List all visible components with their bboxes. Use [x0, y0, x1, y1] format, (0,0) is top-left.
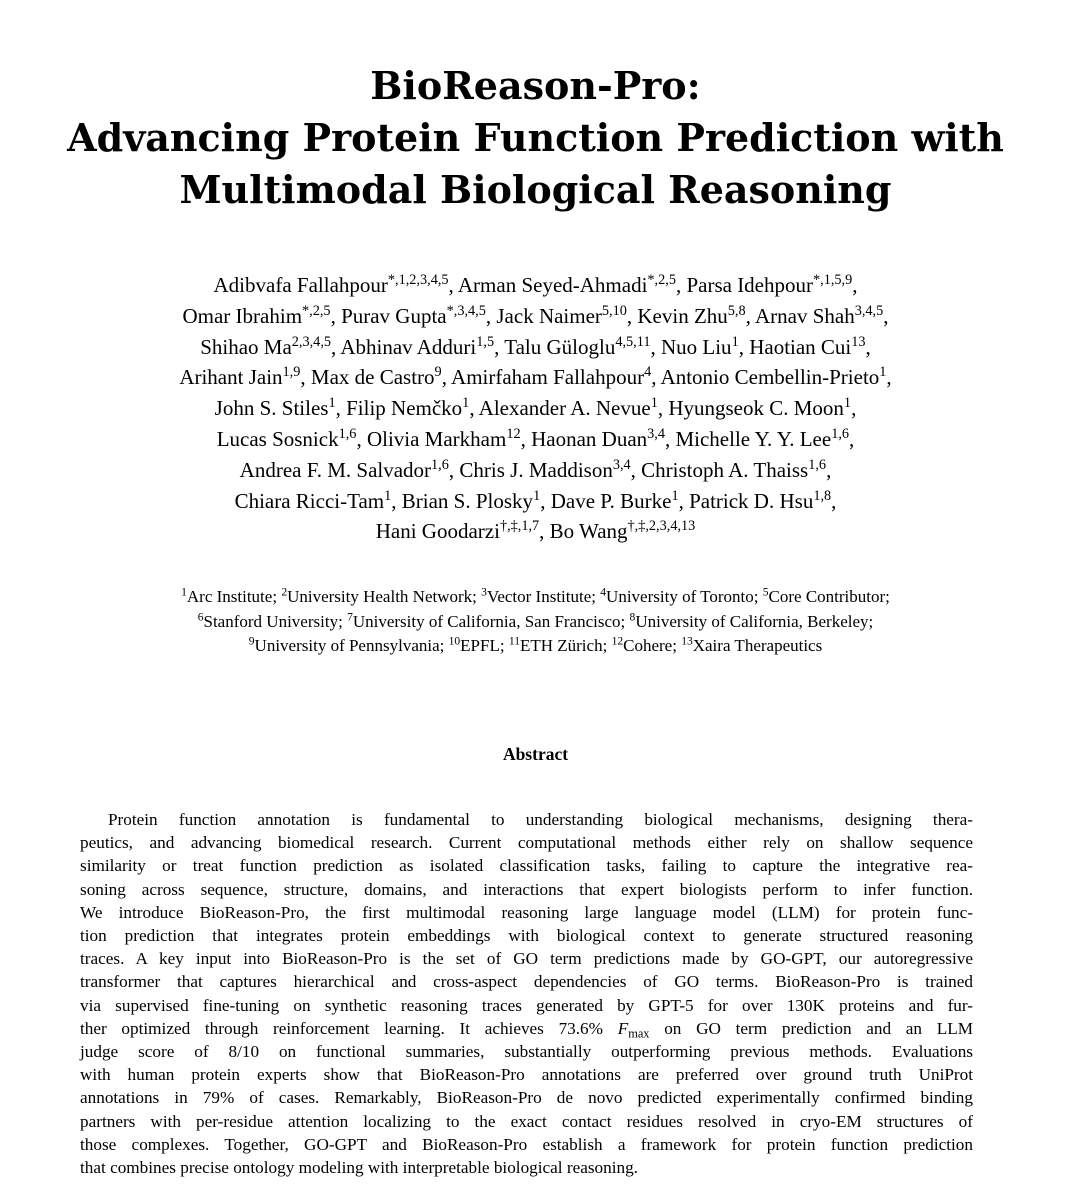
- affiliation-name: University of Toronto: [606, 587, 754, 606]
- author-affiliation-marks: 4,5,11: [615, 333, 651, 350]
- author-affiliation-marks: 1,5: [476, 333, 495, 350]
- abstract-line: Protein function annotation is fundamental to understanding biological mechanisms, designing thera-: [108, 810, 973, 829]
- affiliation-name: Stanford University: [203, 611, 339, 631]
- affiliation-number: 13: [681, 634, 693, 648]
- affiliation-number: 5: [762, 585, 769, 599]
- author-name: Lucas Sosnick: [216, 426, 339, 451]
- author-name: Andrea F. M. Salvador: [239, 457, 432, 482]
- author-name: Nuo Liu: [660, 334, 732, 359]
- author-name: Arihant Jain: [179, 365, 283, 390]
- author-line: Arihant Jain$^{1,9}$, Max de Castro$^9$, Amirfaham Fallahpour$^4$, Antonio Cembellin-Prieto$^1$,: [179, 364, 892, 390]
- author-name: Hyungseok C. Moon: [668, 396, 844, 421]
- author-name: Abhinav Adduri: [340, 334, 477, 359]
- author-name: Olivia Markham: [366, 426, 507, 451]
- author-affiliation-marks: 5,10: [601, 302, 627, 319]
- affiliation-line: $^6$Stanford University; $^7$University of California, San Francisco; $^8$University of California, Berkeley;: [197, 610, 874, 631]
- author-name: Alexander A. Nevue: [478, 396, 651, 421]
- author-name: Christoph A. Thaiss: [641, 457, 809, 482]
- affiliation-number: 10: [448, 634, 461, 648]
- affiliation-name: Arc Institute: [186, 587, 273, 606]
- affiliation-line: $^1$Arc Institute; $^2$University Health Network; $^3$Vector Institute; $^4$University of Toronto; $^5$Core Contributor;: [181, 585, 890, 606]
- author-list: [0, 270, 1071, 547]
- author-affiliation-marks: 1,6: [431, 456, 449, 473]
- author-name: Filip Nemčko: [346, 396, 463, 421]
- abstract-heading: Abstract: [502, 744, 569, 764]
- abstract-line: tion prediction that integrates protein embeddings with biological context to generate structured reasoning: [80, 926, 973, 946]
- author-affiliation-marks: 1,6: [808, 456, 827, 473]
- author-name: Adibvafa Fallahpour: [213, 273, 388, 297]
- author-name: Max de Castro: [310, 365, 435, 390]
- title-line-2: Advancing Protein Function Prediction with: [67, 115, 1004, 160]
- author-line: Omar Ibrahim$^{*,2,5}$, Purav Gupta$^{*,3,4,5}$, Jack Naimer$^{5,10}$, Kevin Zhu$^{5,8}$, Arnav Shah$^{3,4,5}$,: [182, 302, 889, 328]
- author-name: Brian S. Plosky: [401, 488, 534, 513]
- abstract-line: transformer that captures hierarchical and cross-aspect dependencies of GO terms. BioReason-Pro is trained: [80, 972, 973, 992]
- author-name: Shihao Ma: [200, 334, 292, 359]
- author-name: John S. Stiles: [214, 396, 329, 421]
- affiliation-number: 4: [600, 585, 607, 599]
- abstract-line: with human protein experts show that BioReason-Pro annotations are preferred over ground truth UniProt: [80, 1065, 973, 1085]
- author-name: Hani Goodarzi: [375, 519, 500, 544]
- author-name: Purav Gupta: [341, 303, 447, 328]
- affiliation-name: Xaira Therapeutics: [692, 636, 823, 655]
- affiliation-number: 6: [197, 610, 204, 624]
- affiliation-name: University of California, San Francisco: [352, 611, 621, 631]
- author-name: Haotian Cui: [749, 334, 852, 359]
- author-line: Lucas Sosnick$^{1,6}$, Olivia Markham$^{12}$, Haonan Duan$^{3,4}$, Michelle Y. Y. Lee$^{1,6}$,: [216, 426, 855, 451]
- affiliation-name: University Health Network: [287, 587, 473, 606]
- affiliation-number: 11: [508, 634, 520, 648]
- author-affiliation-marks: 3,4,5: [854, 302, 884, 319]
- author-affiliation-marks: 1,8: [813, 487, 832, 504]
- author-affiliation-marks: *,1,5,9: [813, 272, 853, 289]
- affiliation-number: 7: [347, 610, 353, 624]
- affiliation-name: Vector Institute: [486, 587, 592, 606]
- title-line-1: BioReason-Pro:: [370, 63, 701, 108]
- author-name: Chiara Ricci-Tam: [234, 488, 385, 513]
- author-line: Hani Goodarzi$^{\dagger,\ddagger,1,7}$, Bo Wang$^{\dagger,\ddagger,2,3,4,13}$: [375, 518, 696, 544]
- author-affiliation-marks: †,‡,1,7: [499, 518, 540, 535]
- affiliation-number: 9: [248, 634, 255, 648]
- author-name: Patrick D. Hsu: [689, 488, 814, 513]
- author-affiliation-marks: 1: [462, 395, 470, 412]
- author-line: John S. Stiles$^1$, Filip Nemčko$^1$, Alexander A. Nevue$^1$, Hyungseok C. Moon$^1$,: [214, 395, 857, 421]
- author-affiliation-marks: 2,3,4,5: [291, 333, 332, 350]
- author-affiliation-marks: 1,6: [831, 426, 850, 443]
- affiliation-name: Cohere: [623, 636, 673, 655]
- abstract-line: via supervised fine-tuning on synthetic reasoning traces generated by GPT-5 for over 130K proteins and fur-: [80, 995, 973, 1015]
- abstract-line: similarity or treat function prediction as isolated classification tasks, failing to capture the integrative rea-: [80, 856, 973, 876]
- author-name: Arman Seyed-Ahmadi: [457, 273, 648, 297]
- author-name: Bo Wang: [549, 519, 628, 544]
- author-affiliation-marks: 1: [384, 487, 392, 504]
- author-name: Arnav Shah: [754, 303, 855, 328]
- author-affiliation-marks: 9: [434, 364, 442, 381]
- author-affiliation-marks: 3,4: [647, 426, 665, 443]
- affiliation-name: ETH Zürich: [519, 636, 603, 655]
- author-line: Andrea F. M. Salvador$^{1,6}$, Chris J. Maddison$^{3,4}$, Christoph A. Thaiss$^{1,6}$,: [239, 456, 832, 482]
- author-name: Omar Ibrahim: [182, 303, 303, 328]
- affiliation-number: 3: [481, 585, 487, 599]
- author-affiliation-marks: *,3,4,5: [446, 302, 486, 319]
- author-affiliation-marks: 12: [506, 426, 521, 443]
- author-affiliation-marks: 5,8: [727, 302, 746, 319]
- abstract-line: that combines precise ontology modeling with interpretable biological reasoning.: [80, 1158, 638, 1178]
- author-name: Parsa Idehpour: [686, 273, 813, 297]
- author-affiliation-marks: 1: [533, 487, 541, 504]
- author-name: Chris J. Maddison: [459, 457, 613, 482]
- author-affiliation-marks: 3,4: [612, 456, 631, 473]
- abstract-line: soning across sequence, structure, domains, and interactions that expert biologists perform to infer function.: [80, 879, 973, 899]
- author-affiliation-marks: 4: [644, 364, 652, 381]
- fmax-subscript: max: [628, 1026, 650, 1041]
- author-affiliation-marks: 1: [879, 364, 887, 381]
- author-name: Michelle Y. Y. Lee: [675, 426, 832, 451]
- abstract-line: annotations in 79% of cases. Remarkably, BioReason-Pro de novo predicted experimentally confirmed binding: [80, 1088, 973, 1108]
- author-affiliation-marks: 1,6: [338, 426, 357, 443]
- author-affiliation-marks: 1: [671, 487, 679, 504]
- abstract-line: We introduce BioReason-Pro, the first multimodal reasoning large language model (LLM) for protein func-: [80, 902, 973, 922]
- author-affiliation-marks: 1: [328, 395, 336, 412]
- author-name: Talu Güloglu: [504, 334, 616, 359]
- affiliation-name: University of Pennsylvania: [254, 636, 440, 655]
- affiliation-line: $^9$University of Pennsylvania; $^{10}$EPFL; $^{11}$ETH Zürich; $^{12}$Cohere; $^{13}$Xaira Therapeutics: [248, 634, 823, 655]
- author-name: Haonan Duan: [531, 426, 648, 451]
- abstract-body: [80, 808, 973, 1179]
- abstract-line: partners with per-residue attention localizing to the exact contact residues resolved in cryo-EM structures of: [80, 1111, 973, 1131]
- author-affiliation-marks: *,1,2,3,4,5: [387, 272, 449, 289]
- abstract-line: judge score of 8/10 on functional summaries, substantially outperforming previous methods. Evaluations: [80, 1042, 973, 1062]
- title-line-3: Multimodal Biological Reasoning: [179, 167, 892, 212]
- author-name: Jack Naimer: [496, 303, 602, 328]
- author-name: Dave P. Burke: [550, 488, 672, 513]
- affiliation-name: EPFL: [460, 636, 500, 655]
- affiliation-number: 1: [181, 585, 187, 599]
- author-line: Adibvafa Fallahpour$^{*,1,2,3,4,5}$, Arman Seyed-Ahmadi$^{*,2,5}$, Parsa Idehpour$^{*,1,5,9}$,: [213, 272, 858, 297]
- affiliation-number: 2: [281, 585, 288, 599]
- author-affiliation-marks: †,‡,2,3,4,13: [627, 518, 696, 535]
- author-affiliation-marks: 1: [731, 333, 739, 350]
- abstract-line: peutics, and advancing biomedical research. Current computational methods either rely on shallow sequence: [80, 833, 973, 853]
- author-name: Kevin Zhu: [637, 303, 728, 328]
- abstract-line: those complexes. Together, GO-GPT and BioReason-Pro establish a framework for protein function prediction: [80, 1134, 973, 1154]
- affiliation-name: Core Contributor: [768, 587, 886, 606]
- paper-title: [0, 60, 1071, 216]
- affiliation-list: [0, 585, 1071, 659]
- author-affiliation-marks: *,2,5: [647, 272, 676, 289]
- author-affiliation-marks: 13: [851, 333, 866, 350]
- author-line: Chiara Ricci-Tam$^1$, Brian S. Plosky$^1$, Dave P. Burke$^1$, Patrick D. Hsu$^{1,8}$,: [234, 487, 837, 513]
- author-affiliation-marks: 1: [650, 395, 658, 412]
- author-affiliation-marks: 1,9: [282, 364, 301, 381]
- affiliation-number: 12: [611, 634, 624, 648]
- author-line: Shihao Ma$^{2,3,4,5}$, Abhinav Adduri$^{1,5}$, Talu Güloglu$^{4,5,11}$, Nuo Liu$^1$, Haotian Cui$^{13}$,: [200, 333, 871, 359]
- author-name: Antonio Cembellin-Prieto: [660, 365, 880, 390]
- fmax-symbol: F: [617, 1018, 629, 1038]
- author-name: Amirfaham Fallahpour: [451, 365, 645, 390]
- affiliation-name: University of California, Berkeley: [635, 611, 869, 631]
- author-affiliation-marks: 1: [843, 395, 852, 412]
- affiliation-number: 8: [629, 610, 636, 624]
- author-affiliation-marks: *,2,5: [302, 302, 331, 319]
- abstract-line: traces. A key input into BioReason-Pro is the set of GO term predictions made by GO-GPT, our autoregressive: [80, 949, 973, 969]
- abstract-line: ther optimized through reinforcement learning. It achieves 73.6% $F_{max}$ on GO term prediction and an LLM: [80, 1018, 973, 1041]
